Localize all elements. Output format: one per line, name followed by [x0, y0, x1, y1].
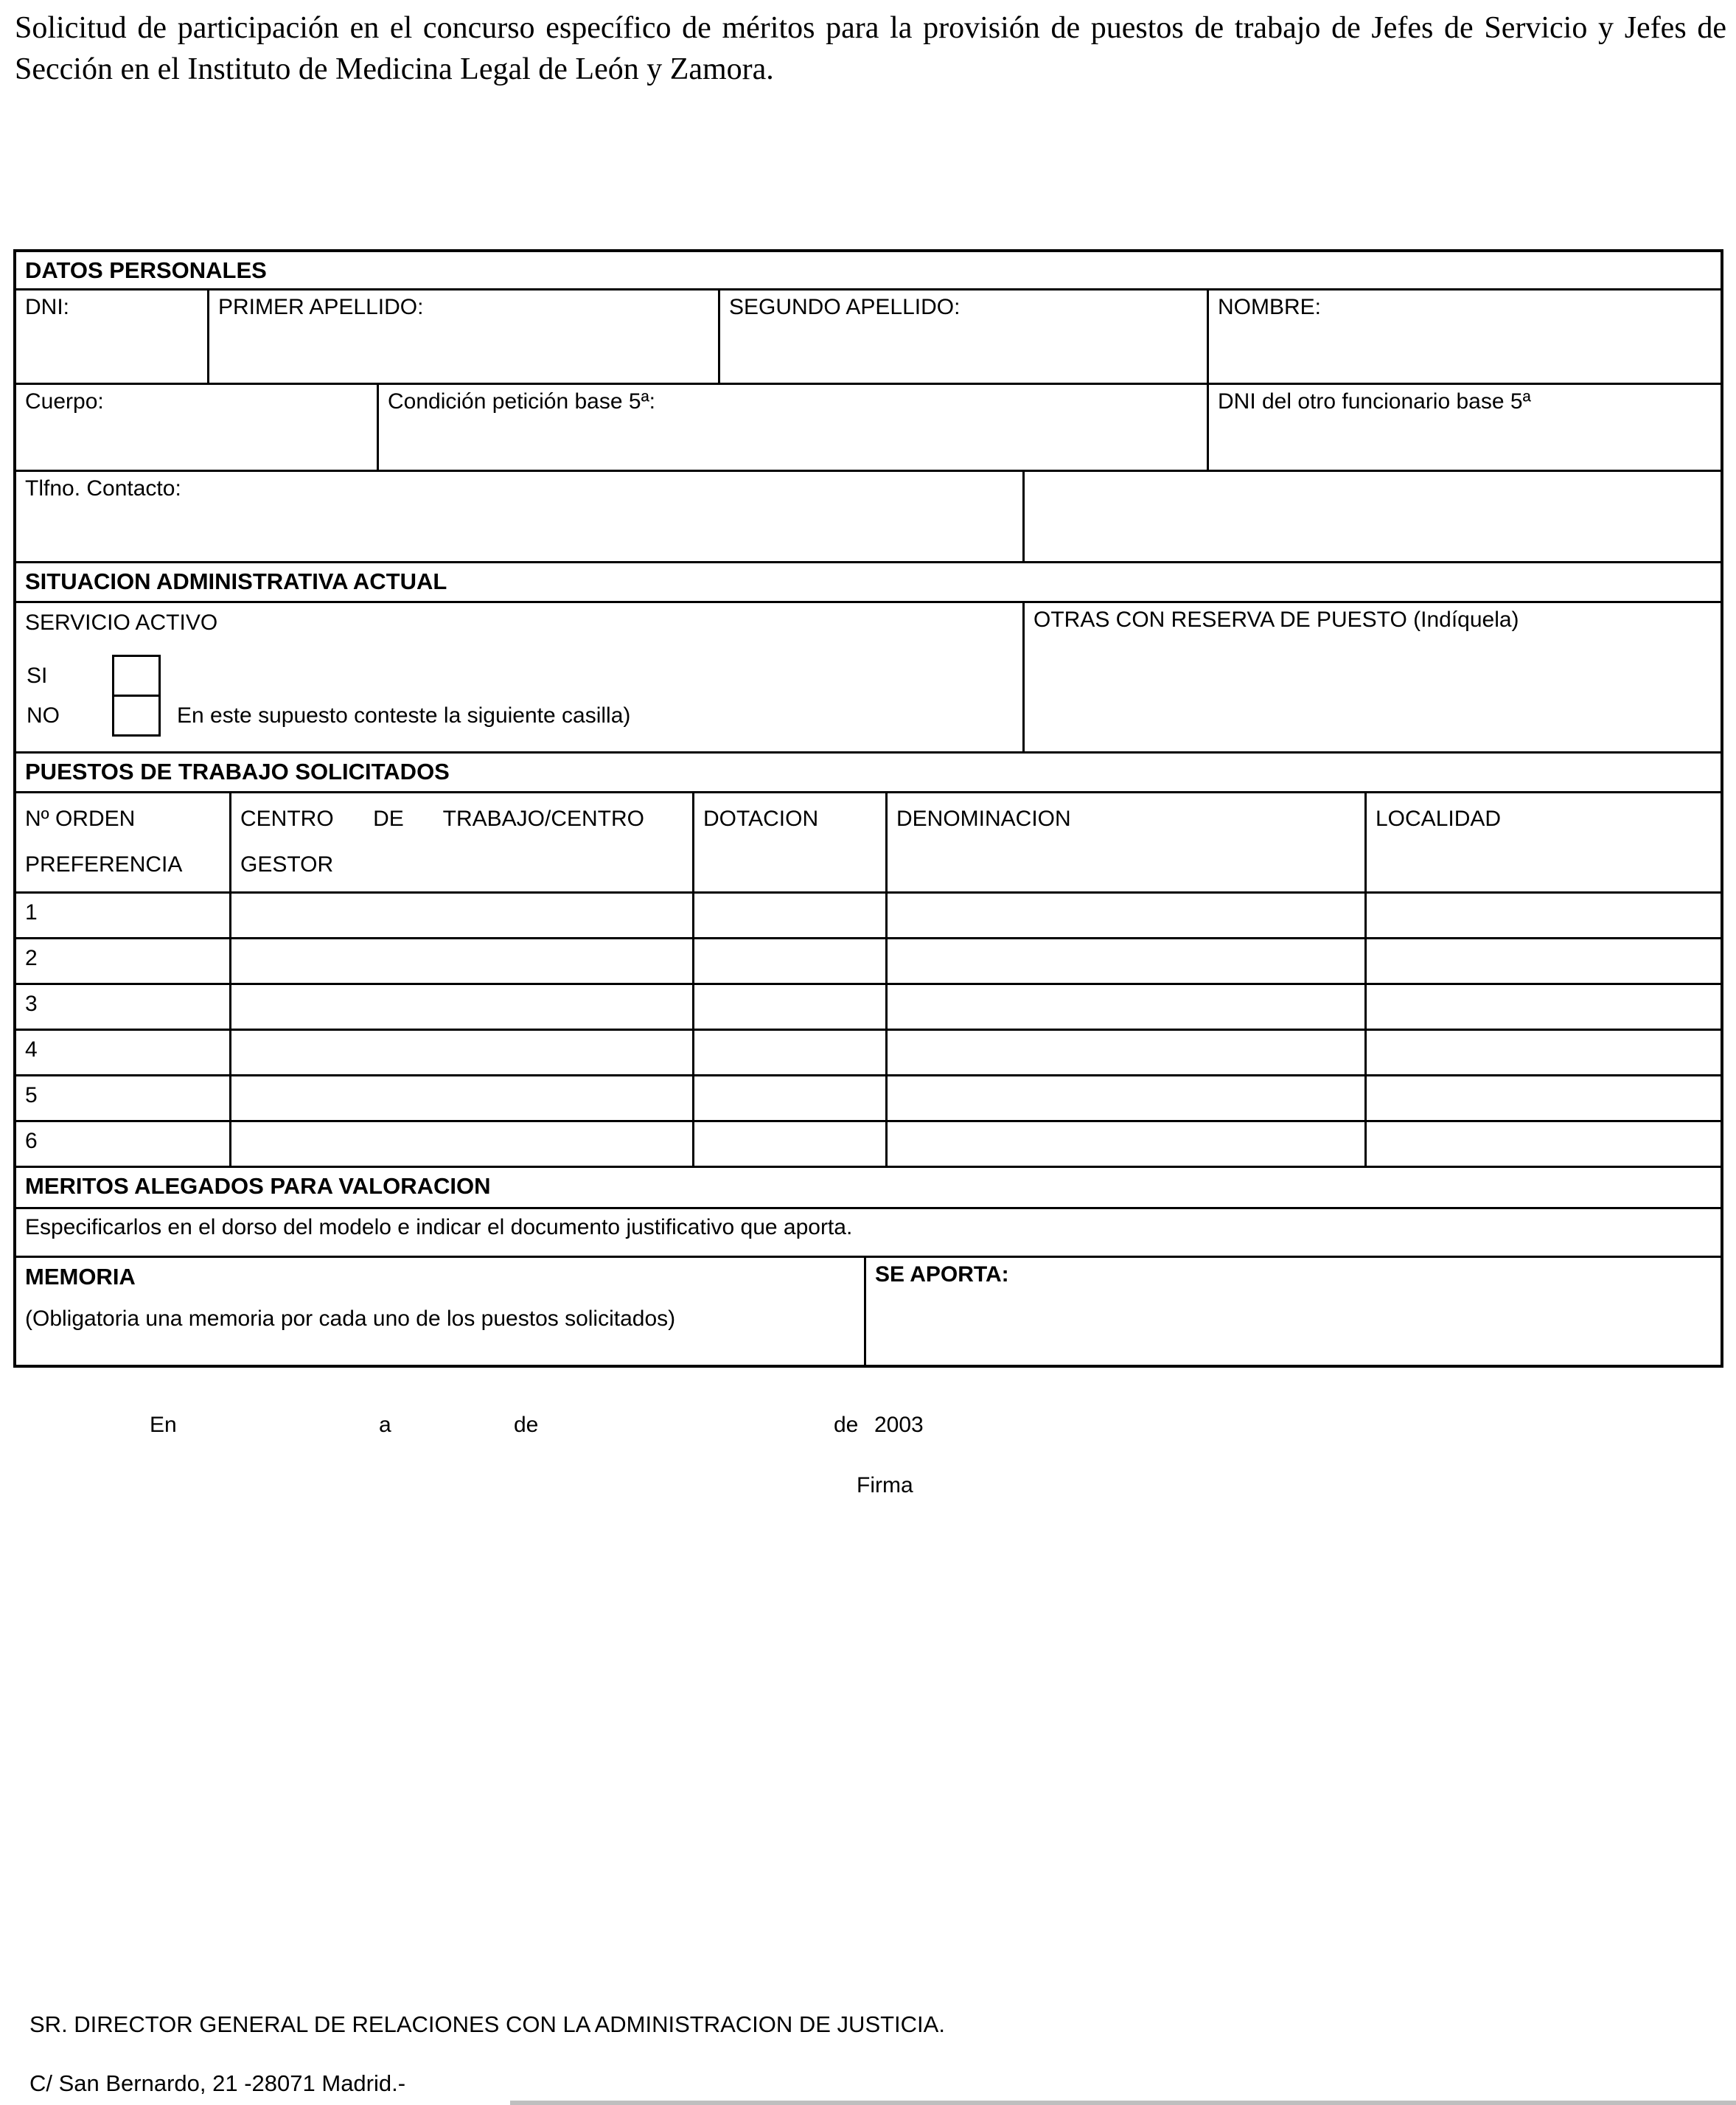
scan-artifact-line: [510, 2101, 1736, 2105]
puestos-column-header-row: [16, 793, 1721, 894]
memoria-note: (Obligatoria una memoria por cada uno de los puestos solicitados): [25, 1307, 676, 1331]
primer-apellido-field[interactable]: [209, 290, 720, 383]
section-header-puestos: PUESTOS DE TRABAJO SOLICITADOS: [25, 759, 450, 784]
section-header-situacion: SITUACION ADMINISTRATIVA ACTUAL: [25, 568, 447, 594]
servicio-activo-no-row: [16, 695, 1022, 737]
puestos-dotacion-cell[interactable]: [694, 1122, 888, 1166]
puestos-centro-cell[interactable]: [231, 1076, 694, 1120]
section-header-memoria: MEMORIA: [25, 1264, 136, 1290]
puestos-row-number: 1: [16, 894, 231, 937]
otras-reserva-label: OTRAS CON RESERVA DE PUESTO (Indíquela): [1033, 608, 1519, 632]
application-form: [13, 249, 1723, 1368]
column-header-centro: [231, 793, 694, 891]
puestos-denominacion-cell[interactable]: [888, 939, 1367, 983]
telefono-label: Tlfno. Contacto:: [25, 476, 181, 501]
memoria-cell: [16, 1258, 866, 1365]
condicion-label: Condición petición base 5ª:: [388, 389, 656, 414]
segundo-apellido-field[interactable]: [720, 290, 1209, 383]
puestos-localidad-cell[interactable]: [1367, 1031, 1721, 1074]
se-aporta-label: SE APORTA:: [875, 1262, 1009, 1287]
puestos-denominacion-cell[interactable]: [888, 1031, 1367, 1074]
column-header-dotacion: [694, 793, 888, 891]
firma-label: Firma: [857, 1473, 913, 1497]
datos-personales-header-row: [16, 252, 1721, 290]
puestos-centro-cell[interactable]: [231, 1122, 694, 1166]
no-note: En este supuesto conteste la siguiente casilla): [177, 703, 631, 728]
puestos-dotacion-cell[interactable]: [694, 1031, 888, 1074]
puestos-row-5: [16, 1076, 1721, 1122]
puestos-row-1: [16, 894, 1721, 939]
puestos-row-number: 5: [16, 1076, 231, 1120]
puestos-row-number: 4: [16, 1031, 231, 1074]
column-header-denominacion-label: DENOMINACION: [896, 807, 1071, 831]
dni-otro-funcionario-label: DNI del otro funcionario base 5ª: [1218, 389, 1531, 414]
puestos-row-number: 6: [16, 1122, 231, 1166]
column-header-dotacion-label: DOTACION: [703, 807, 819, 831]
se-aporta-field[interactable]: [866, 1258, 1721, 1365]
puestos-localidad-cell[interactable]: [1367, 939, 1721, 983]
column-header-localidad: [1367, 793, 1721, 891]
puestos-denominacion-cell[interactable]: [888, 985, 1367, 1029]
puestos-row-2: [16, 939, 1721, 985]
section-header-meritos: MERITOS ALEGADOS PARA VALORACION: [25, 1173, 491, 1199]
puestos-localidad-cell[interactable]: [1367, 1122, 1721, 1166]
meritos-header-row: [16, 1168, 1721, 1209]
puestos-localidad-cell[interactable]: [1367, 985, 1721, 1029]
condicion-field[interactable]: [379, 385, 1209, 470]
date-year-label: 2003: [874, 1413, 924, 1437]
document-title: Solicitud de participación en el concurso específico de méritos para la provisión de puestos de trabajo de Jefes de Servicio y Jefes de Sección en el Instituto de Medicina Legal de León y Zamora.: [15, 11, 1726, 86]
puestos-localidad-cell[interactable]: [1367, 1076, 1721, 1120]
meritos-note-row: [16, 1209, 1721, 1258]
telefono-row: [16, 472, 1721, 563]
nombre-field[interactable]: [1209, 290, 1721, 383]
puestos-dotacion-cell[interactable]: [694, 985, 888, 1029]
addressee-line: SR. DIRECTOR GENERAL DE RELACIONES CON LA ADMINISTRACION DE JUSTICIA.: [29, 2011, 945, 2037]
puestos-header-row: [16, 754, 1721, 793]
servicio-activo-si-row: [16, 655, 1022, 697]
dni-field[interactable]: [16, 290, 209, 383]
column-header-centro-label: CENTRO DE TRABAJO/CENTRO GESTOR: [240, 807, 644, 877]
column-header-denominacion: [888, 793, 1367, 891]
servicio-activo-label: SERVICIO ACTIVO: [25, 610, 218, 635]
puestos-localidad-cell[interactable]: [1367, 894, 1721, 937]
nombre-label: NOMBRE:: [1218, 295, 1322, 319]
segundo-apellido-label: SEGUNDO APELLIDO:: [729, 295, 961, 319]
checkbox-si[interactable]: [112, 655, 161, 697]
puestos-centro-cell[interactable]: [231, 894, 694, 937]
address-line: C/ San Bernardo, 21 -28071 Madrid.-: [29, 2070, 406, 2096]
checkbox-no[interactable]: [112, 695, 161, 737]
date-a-label: a: [379, 1413, 391, 1437]
meritos-note: Especificarlos en el dorso del modelo e indicar el documento justificativo que aporta.: [25, 1215, 853, 1239]
puestos-row-3: [16, 985, 1721, 1031]
cuerpo-label: Cuerpo:: [25, 389, 104, 414]
identity-row: [16, 290, 1721, 385]
date-line: [0, 1413, 1736, 1444]
date-de2-label: de: [834, 1413, 859, 1437]
telefono-field[interactable]: [16, 472, 1025, 561]
puestos-row-6: [16, 1122, 1721, 1168]
puestos-centro-cell[interactable]: [231, 985, 694, 1029]
section-header-datos-personales: DATOS PERSONALES: [25, 257, 267, 283]
puestos-dotacion-cell[interactable]: [694, 894, 888, 937]
column-header-orden: [16, 793, 231, 891]
dni-otro-funcionario-field[interactable]: [1209, 385, 1721, 470]
puestos-centro-cell[interactable]: [231, 1031, 694, 1074]
otras-reserva-field[interactable]: [1025, 603, 1721, 751]
puestos-row-number: 3: [16, 985, 231, 1029]
column-header-orden-label: Nº ORDEN PREFERENCIA: [25, 807, 183, 877]
situacion-header-row: [16, 563, 1721, 603]
servicio-activo-cell: [16, 603, 1025, 751]
puestos-centro-cell[interactable]: [231, 939, 694, 983]
puestos-dotacion-cell[interactable]: [694, 939, 888, 983]
date-en-label: En: [150, 1413, 177, 1437]
cuerpo-field[interactable]: [16, 385, 379, 470]
cuerpo-row: [16, 385, 1721, 472]
dni-label: DNI:: [25, 295, 69, 319]
puestos-dotacion-cell[interactable]: [694, 1076, 888, 1120]
puestos-row-4: [16, 1031, 1721, 1076]
column-header-localidad-label: LOCALIDAD: [1376, 807, 1502, 831]
puestos-row-number: 2: [16, 939, 231, 983]
puestos-denominacion-cell[interactable]: [888, 1076, 1367, 1120]
si-label: SI: [27, 663, 48, 688]
no-label: NO: [27, 703, 60, 728]
date-de-label: de: [514, 1413, 539, 1437]
memoria-row: [16, 1258, 1721, 1365]
puestos-denominacion-cell[interactable]: [888, 894, 1367, 937]
situacion-row: [16, 603, 1721, 754]
telefono-extra-cell[interactable]: [1025, 472, 1721, 561]
primer-apellido-label: PRIMER APELLIDO:: [218, 295, 424, 319]
puestos-denominacion-cell[interactable]: [888, 1122, 1367, 1166]
